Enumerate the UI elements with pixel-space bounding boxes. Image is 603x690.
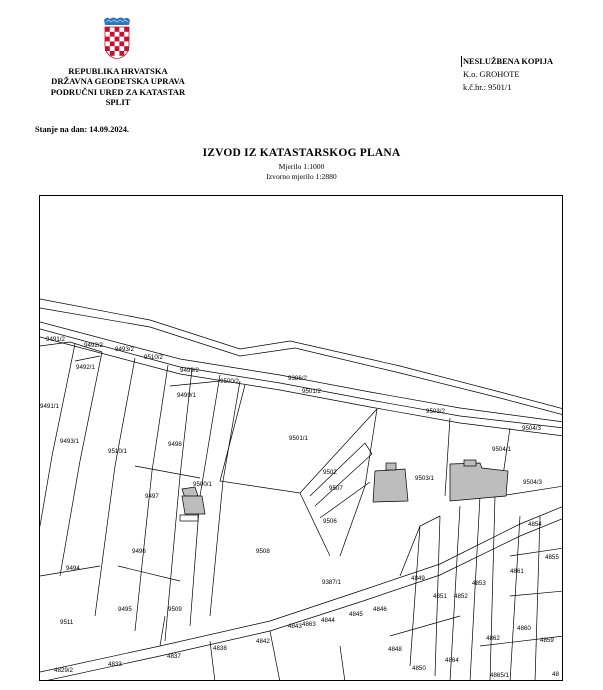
parcel-label: 9500/1 bbox=[193, 481, 212, 488]
parcel-label: 9510/2 bbox=[144, 354, 163, 361]
parcel-label: 9502 bbox=[323, 469, 337, 476]
cadastral-map bbox=[39, 195, 563, 681]
parcel-label: 4865/1 bbox=[490, 672, 509, 679]
document-title: IZVOD IZ KATASTARSKOG PLANA bbox=[202, 147, 401, 159]
copy-label: NESLUŽBENA KOPIJA bbox=[463, 57, 554, 66]
copy-info bbox=[463, 55, 553, 94]
parcel-label: 4853 bbox=[472, 580, 486, 587]
org-line: PODRUČNI URED ZA KATASTAR bbox=[50, 86, 186, 97]
parcel-label: 9498 bbox=[168, 441, 182, 448]
parcel-label: 9491/2 bbox=[46, 336, 65, 343]
original-scale: Izvorno mjerilo 1:2880 bbox=[266, 172, 337, 181]
parcel-label: 9499/2 bbox=[180, 367, 199, 374]
parcel-label: 9503/2 bbox=[426, 408, 445, 415]
parcel-label: 4842 bbox=[256, 638, 270, 645]
parcel-label: 9504/1 bbox=[492, 446, 511, 453]
parcel-label: 9504/3 bbox=[522, 425, 541, 432]
parcel-label: 9511 bbox=[60, 619, 74, 626]
org-line: SPLIT bbox=[105, 97, 131, 108]
parcel-label: 4849 bbox=[411, 575, 425, 582]
parcel-label: 9506 bbox=[323, 518, 337, 525]
cadastral-municipality: K.o. GROHOTE bbox=[463, 70, 520, 79]
status-date: Stanje na dan: 14.09.2024. bbox=[35, 125, 129, 134]
parcel-label: 9504/3 bbox=[523, 479, 542, 486]
parcel-label: 9499/1 bbox=[177, 392, 196, 399]
issuing-authority bbox=[20, 66, 216, 108]
parcel-label: 9501/2 bbox=[302, 388, 321, 395]
parcel-label: 9500/2 bbox=[220, 378, 239, 385]
cadastral-map-drawing bbox=[40, 196, 563, 681]
parcel-label: 9387/1 bbox=[322, 579, 341, 586]
parcel-label: 4838 bbox=[213, 645, 227, 652]
parcel-label: 9495 bbox=[118, 606, 132, 613]
parcel-label: 4845 bbox=[349, 611, 363, 618]
parcel-label: 9507 bbox=[329, 485, 343, 492]
parcel-number: k.č.br.: 9501/1 bbox=[463, 83, 512, 92]
parcel-label: 4860 bbox=[517, 625, 531, 632]
parcel-label: 4848 bbox=[388, 646, 402, 653]
parcel-label: 4859 bbox=[540, 637, 554, 644]
parcel-label: 4843 bbox=[288, 623, 302, 630]
parcel-label: 4863 bbox=[302, 621, 316, 628]
parcel-label: 4864 bbox=[445, 657, 459, 664]
parcel-label: 9492/2 bbox=[84, 342, 103, 349]
parcel-label: 9492/1 bbox=[76, 364, 95, 371]
parcel-label: 4851 bbox=[433, 593, 447, 600]
parcel-label: 9493/1 bbox=[60, 438, 79, 445]
map-scale: Mjerilo 1:1000 bbox=[278, 162, 325, 171]
parcel-label: 9510/1 bbox=[108, 448, 127, 455]
parcel-label: 4852 bbox=[454, 593, 468, 600]
parcel-label: 48 bbox=[552, 671, 559, 678]
croatian-coat-of-arms-icon bbox=[101, 16, 133, 60]
parcel-label: 4837 bbox=[167, 653, 181, 660]
parcel-label: 4861 bbox=[510, 568, 524, 575]
parcel-label: 9501/1 bbox=[289, 435, 308, 442]
parcel-label: 4844 bbox=[321, 617, 335, 624]
parcel-label: 9386/2 bbox=[288, 375, 307, 382]
org-line: DRŽAVNA GEODETSKA UPRAVA bbox=[51, 76, 185, 87]
parcel-label: 9494 bbox=[66, 565, 80, 572]
parcel-label: 4850 bbox=[412, 665, 426, 672]
parcel-label: 4829/2 bbox=[54, 667, 73, 674]
parcel-label: 4855 bbox=[545, 554, 559, 561]
parcel-label: 9496 bbox=[132, 548, 146, 555]
parcel-label: 9491/1 bbox=[40, 403, 59, 410]
text-cursor bbox=[461, 56, 462, 67]
parcel-label: 4862 bbox=[486, 635, 500, 642]
org-line: REPUBLIKA HRVATSKA bbox=[68, 66, 168, 76]
parcel-label: 9503/1 bbox=[415, 475, 434, 482]
parcel-label: 9509 bbox=[168, 606, 182, 613]
parcel-label: 4854 bbox=[528, 521, 542, 528]
parcel-label: 4846 bbox=[373, 606, 387, 613]
parcel-label: 9493/2 bbox=[115, 346, 134, 353]
parcel-label: 9497 bbox=[145, 493, 159, 500]
parcel-label: 9508 bbox=[256, 548, 270, 555]
parcel-label: 4833 bbox=[108, 661, 122, 668]
